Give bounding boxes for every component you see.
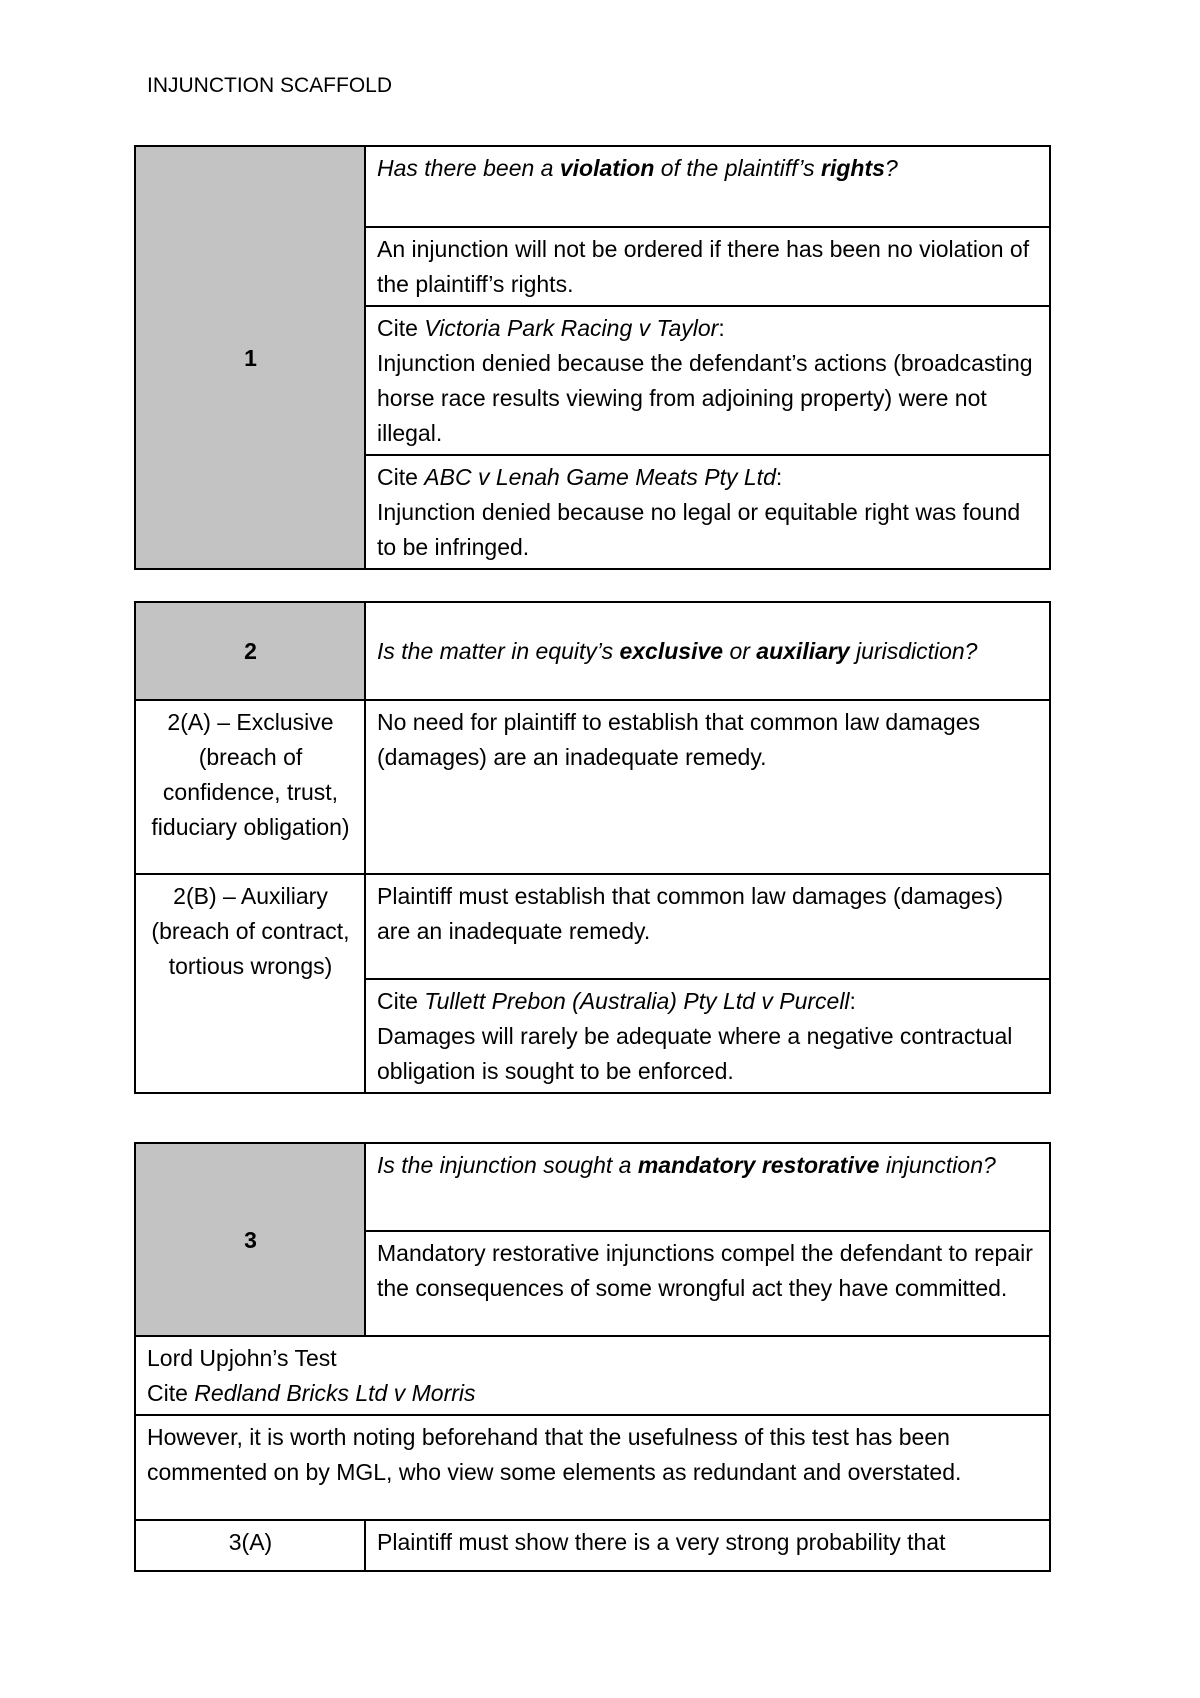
section-2b-text: Plaintiff must establish that common law damages (damages) are an inadequate remedy. — [365, 874, 1050, 979]
section-3-rule: Mandatory restorative injunctions compel the defendant to repair the consequences of some wrongful act they have committed. — [365, 1231, 1050, 1336]
section-3-table — [134, 1142, 1051, 1572]
section-3-note: However, it is worth noting beforehand that the usefulness of this test has been commented on by MGL, who view some elements as redundant and overstated. — [135, 1415, 1050, 1520]
page-title: INJUNCTION SCAFFOLD — [147, 74, 393, 97]
section-1-case-1: Cite Victoria Park Racing v Taylor: Injunction denied because the defendant’s actions (broadcasting horse race results viewing from adjoining property) were not illegal. — [365, 306, 1050, 455]
section-2b-case: Cite Tullett Prebon (Australia) Pty Ltd v Purcell: Damages will rarely be adequate where a negative contractual obligation is sought to be enforced. — [365, 979, 1050, 1093]
section-1-case-2: Cite ABC v Lenah Game Meats Pty Ltd: Injunction denied because no legal or equitable right was found to be infringed. — [365, 455, 1050, 569]
section-3a-text: Plaintiff must show there is a very strong probability that — [365, 1520, 1050, 1571]
section-2a-label: 2(A) – Exclusive (breach of confidence, trust, fiduciary obligation) — [135, 700, 365, 874]
section-3-test: Lord Upjohn’s Test Cite Redland Bricks Ltd v Morris — [135, 1336, 1050, 1415]
section-2b-label: 2(B) – Auxiliary (breach of contract, tortious wrongs) — [135, 874, 365, 1093]
section-2-number: 2 — [135, 602, 365, 700]
section-3a-label: 3(A) — [135, 1520, 365, 1571]
section-2-table — [134, 601, 1051, 1094]
section-1-question: Has there been a violation of the plaintiff’s rights? — [365, 146, 1050, 227]
section-1-number: 1 — [135, 146, 365, 569]
section-3-number: 3 — [135, 1143, 365, 1336]
section-2-question: Is the matter in equity’s exclusive or auxiliary jurisdiction? — [365, 602, 1050, 700]
section-2a-text: No need for plaintiff to establish that common law damages (damages) are an inadequate remedy. — [365, 700, 1050, 874]
section-1-rule: An injunction will not be ordered if there has been no violation of the plaintiff’s rights. — [365, 227, 1050, 306]
section-1-table — [134, 145, 1051, 570]
section-3-question: Is the injunction sought a mandatory restorative injunction? — [365, 1143, 1050, 1231]
